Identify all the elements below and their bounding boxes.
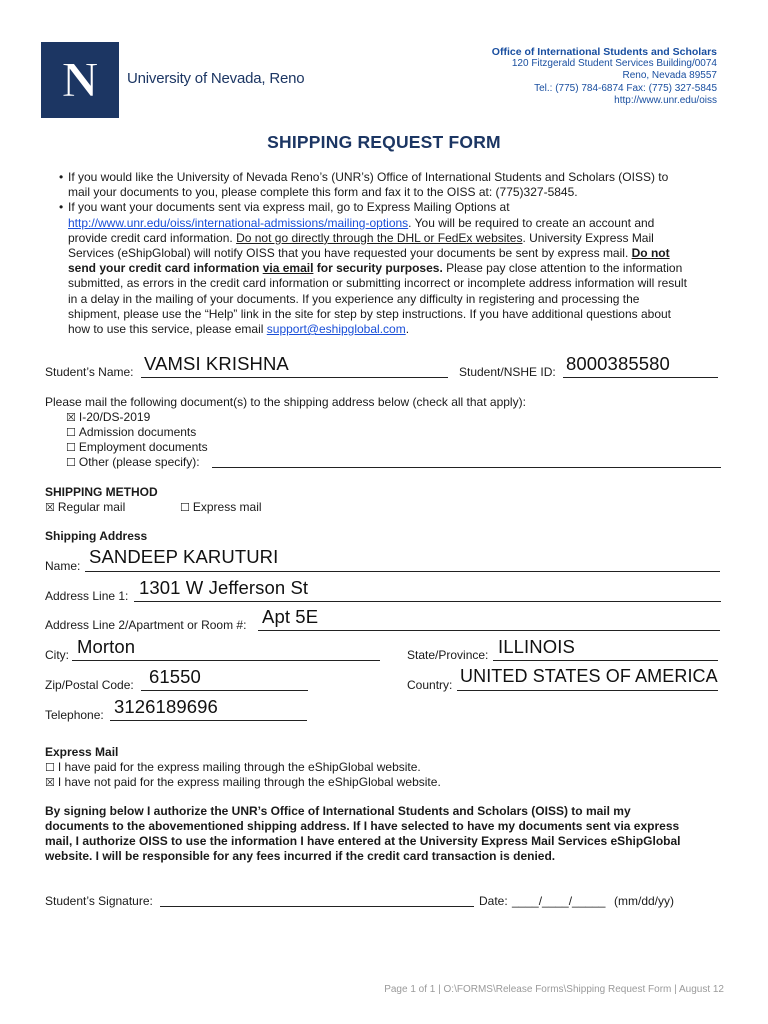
- zip-label: Zip/Postal Code:: [45, 678, 134, 692]
- state-field[interactable]: ILLINOIS: [498, 636, 575, 657]
- instruction-line: [68, 322, 720, 337]
- form-title: SHIPPING REQUEST FORM: [267, 132, 501, 152]
- office-address-1: 120 Fitzgerald Student Services Building/0074: [511, 58, 717, 70]
- date-field[interactable]: ____/____/_____: [512, 894, 606, 908]
- instruction-text: how to use this service, please email: [68, 322, 267, 337]
- instruction-text: • If you would like the University of Nevada Reno’s (UNR’s) Office of International Students and Scholars (OISS) to: [68, 170, 669, 184]
- signature-label: Student’s Signature:: [45, 894, 153, 908]
- authorization-text: website. I will be responsible for any fees incurred if the credit card transaction is denied.: [45, 849, 556, 863]
- instruction-text: in a delay in the mailing of your documents. If you experience any difficulty in registering and processing the: [68, 291, 640, 306]
- zip-line: [141, 690, 308, 691]
- n-logo-icon: [41, 42, 119, 118]
- express-mail-heading: Express Mail: [45, 745, 119, 759]
- address-line1-line: [134, 601, 721, 602]
- student-name-label: Student’s Name:: [45, 365, 134, 379]
- date-format-hint: (mm/dd/yy): [614, 894, 674, 908]
- instruction-text: Please pay close attention to the information: [442, 261, 683, 276]
- doc-option-label: I-20/DS-2019: [78, 410, 151, 424]
- address-line2-field[interactable]: Apt 5E: [262, 606, 319, 627]
- office-contact-block: [492, 46, 717, 107]
- checkbox-icon[interactable]: ☐: [45, 761, 55, 774]
- shipping-address-heading: Shipping Address: [45, 529, 148, 543]
- telephone-label: Telephone:: [45, 708, 104, 722]
- other-specify-line[interactable]: [212, 467, 721, 468]
- ship-name-line: [85, 571, 720, 572]
- address-line2-label: Address Line 2/Apartment or Room #:: [45, 618, 247, 632]
- doc-option-label: Other (please specify):: [78, 455, 200, 469]
- shipping-regular-option[interactable]: [45, 500, 125, 515]
- state-label: State/Province:: [407, 648, 489, 662]
- doc-option-other[interactable]: [66, 455, 200, 470]
- authorization-text: mail, I authorize OISS to use the information I have entered at the University Express Mail Services eShipGlobal: [45, 834, 681, 848]
- instruction-text: shipment, please use the “Help” link in the site for step by step instructions. If you have additional questions about: [68, 306, 672, 321]
- checkbox-icon[interactable]: ☐: [180, 501, 190, 514]
- office-phone-fax: Tel.: (775) 784-6874 Fax: (775) 327-5845: [534, 82, 717, 94]
- express-paid-option[interactable]: [45, 760, 421, 775]
- warning-bold: Do not: [631, 246, 670, 261]
- express-option-label: I have not paid for the express mailing through the eShipGlobal website.: [57, 775, 441, 789]
- checked-box-icon[interactable]: ☒: [66, 411, 76, 424]
- instruction-text: .: [405, 322, 410, 337]
- express-option-label: I have paid for the express mailing through the eShipGlobal website.: [57, 760, 421, 774]
- warning-bold: for security purposes.: [313, 261, 443, 276]
- student-id-field[interactable]: 8000385580: [566, 353, 670, 374]
- instruction-text: provide credit card information.: [68, 230, 237, 245]
- instruction-text: submitted, as errors in the credit card information or submitting incorrect or incomplete address information will result: [68, 276, 687, 291]
- authorization-text: By signing below I authorize the UNR’s Office of International Students and Scholars (OISS) to mail my: [45, 804, 631, 818]
- city-label: City:: [45, 648, 69, 662]
- office-website[interactable]: http://www.unr.edu/oiss: [614, 94, 717, 106]
- warning-underlined: Do not go directly through the DHL or FedEx websites: [236, 230, 523, 245]
- country-label: Country:: [407, 678, 453, 692]
- student-name-field[interactable]: VAMSI KRISHNA: [144, 353, 289, 374]
- instruction-line: [68, 231, 720, 246]
- checked-box-icon[interactable]: ☒: [45, 776, 55, 789]
- telephone-line: [110, 720, 307, 721]
- checkbox-icon[interactable]: ☐: [66, 426, 76, 439]
- instruction-text: . University Express Mail: [522, 230, 654, 245]
- student-name-line: [141, 377, 448, 378]
- country-field[interactable]: UNITED STATES OF AMERICA: [460, 666, 718, 686]
- shipping-express-option[interactable]: [180, 500, 262, 515]
- city-line: [72, 660, 380, 661]
- checkbox-icon[interactable]: ☐: [66, 441, 76, 454]
- authorization-statement: [45, 804, 735, 864]
- checked-box-icon[interactable]: ☒: [45, 501, 55, 514]
- university-name: University of Nevada, Reno: [127, 70, 305, 87]
- doc-option-label: Employment documents: [78, 440, 208, 454]
- instruction-bullet-fax: [60, 170, 720, 200]
- warning-bold: send your credit card information: [68, 261, 263, 276]
- country-line: [457, 690, 718, 691]
- instruction-text: Services (eShipGlobal) will notify OISS that you have requested your documents be sent by express mail.: [68, 246, 632, 261]
- documents-prompt: Please mail the following document(s) to the shipping address below (check all that apply):: [45, 395, 526, 409]
- instruction-text: • If you want your documents sent via express mail, go to Express Mailing Options at: [68, 200, 510, 215]
- office-name: Office of International Students and Scholars: [491, 46, 717, 58]
- city-field[interactable]: Morton: [77, 636, 136, 657]
- shipping-option-label: Regular mail: [57, 500, 126, 514]
- instruction-bullet-express: [60, 200, 720, 337]
- address-line2-line: [258, 630, 720, 631]
- student-id-line: [563, 377, 718, 378]
- support-email-link[interactable]: support@eshipglobal.com: [266, 322, 406, 337]
- telephone-field[interactable]: 3126189696: [114, 696, 218, 717]
- instruction-text: mail your documents to you, please complete this form and fax it to the OISS at: (775)327-5845.: [68, 185, 578, 200]
- instruction-line: [68, 216, 720, 231]
- date-label: Date:: [479, 894, 508, 908]
- checkbox-icon[interactable]: ☐: [66, 456, 76, 469]
- doc-option-admission[interactable]: [66, 425, 196, 440]
- svg-text:N: N: [61, 51, 99, 107]
- student-id-label: Student/NSHE ID:: [459, 365, 556, 379]
- instructions: [60, 170, 720, 337]
- instruction-text: . You will be required to create an account and: [408, 215, 655, 230]
- instruction-line: [68, 261, 720, 276]
- shipping-method-heading: SHIPPING METHOD: [45, 485, 158, 499]
- mailing-options-link[interactable]: http://www.unr.edu/oiss/international-admissions/mailing-options: [68, 215, 409, 230]
- address-line1-field[interactable]: 1301 W Jefferson St: [139, 577, 309, 598]
- address-line1-label: Address Line 1:: [45, 589, 129, 603]
- warning-bold: via email: [262, 261, 314, 276]
- doc-option-label: Admission documents: [78, 425, 197, 439]
- office-address-2: Reno, Nevada 89557: [622, 70, 717, 82]
- doc-option-i20[interactable]: [66, 410, 150, 425]
- ship-name-field[interactable]: SANDEEP KARUTURI: [89, 546, 279, 567]
- authorization-text: documents to the abovementioned shipping address. If I have selected to have my documents sent via express: [45, 819, 680, 833]
- signature-line[interactable]: [160, 906, 474, 907]
- state-line: [493, 660, 718, 661]
- express-not-paid-option[interactable]: [45, 775, 441, 790]
- page-footer: Page 1 of 1 | O:\FORMS\Release Forms\Shipping Request Form | August 12: [384, 984, 724, 995]
- shipping-option-label: Express mail: [192, 500, 262, 514]
- zip-field[interactable]: 61550: [149, 666, 201, 687]
- ship-name-label: Name:: [45, 559, 81, 573]
- doc-option-employment[interactable]: [66, 440, 208, 455]
- instruction-line: [68, 246, 720, 261]
